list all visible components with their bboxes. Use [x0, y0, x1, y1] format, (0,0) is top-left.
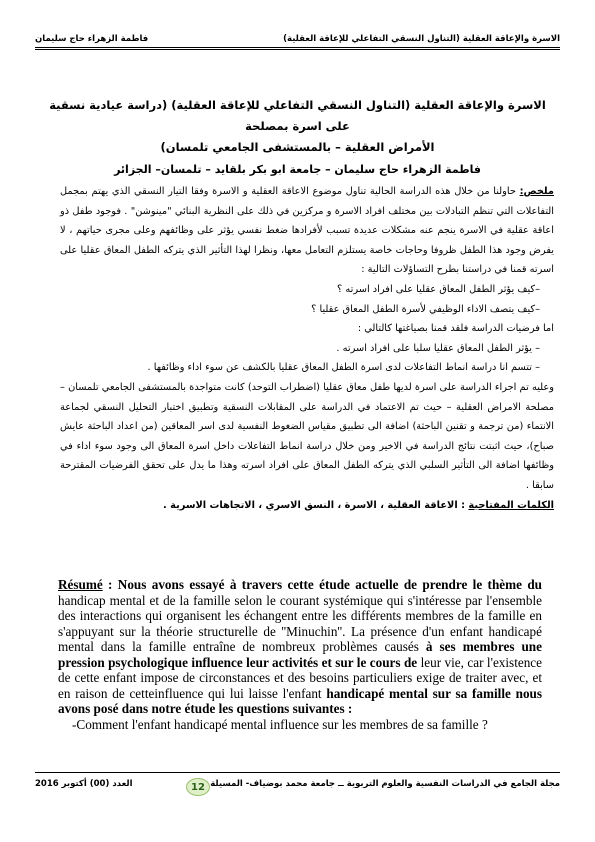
french-abstract-bold-3: handicapé mental sur sa famille nous avons posé dans notre étude les questions suivantes :: [58, 685, 543, 716]
issue-info: العدد (00) أكتوبر 2016: [35, 779, 133, 789]
arabic-question-2: –كيف يتصف الاداء الوظيفي لأسرة الطفل المعاق عقليا ؟: [311, 303, 540, 315]
resume-label: Résumé: [58, 577, 103, 592]
paper-title-line-2: الأمراض العقلية – بالمستشفى الجامعي تلمسان): [160, 140, 435, 154]
french-question-1: -Comment l'enfant handicapé mental influence sur les membres de sa famille ?: [72, 716, 488, 732]
page-number-badge: 12: [186, 778, 210, 796]
french-abstract-bold-2: à ses membres une pression psychologique influence leur activités et sur le cours de: [58, 639, 542, 670]
french-abstract-text-1: handicap mental et de la famille selon le courant systémique qui s'intéresse par l'ensemble des interactions qui organisent les échangent entre les différents membres de la famille en s'appuyant sur la théorie structurelle de ''Minuchin''. La présence d'un enfant handicapé mental dans la famille entraîne de nombreux problèmes causés: [58, 592, 542, 654]
arabic-abstract-paragraph-2: وعليه تم اجراء الدراسة على اسرة لديها طفل معاق عقليا (اضطراب التوحد) كانت متواجدة بالمستشفى الجامعي تلمسان – مصلحة الامراض العقلية – حيث تم الاعتماد في الدراسة على المقابلات النسقية وتطبيق اختبار التحليل النسقي لجماعة الانتماء (من ترجمة و تقنين الباحثة) اضافة الى تطبيق مقياس الضغوط النفسية لدى اسر المعاقين (من اعداد الباحثة عايش صباح)، حيث اثبتت نتائج الدراسة في الاخير ومن خلال دراسة انماط التفاعلات داخل اسرة المعاق الى وجود سوء اداء في وظائفها اضافة الى التأثير السلبي الذي يتركه الطفل المعاق على افراد اسرته وهذا ما يدل على تحقق الفرضيات المقترحة سابقا .: [60, 381, 554, 491]
keywords-label: الكلمات المفتاحية: [468, 499, 554, 511]
arabic-question-1: –كيف يؤثر الطفل المعاق عقليا على افراد اسرته ؟: [337, 283, 540, 295]
title-block: [40, 95, 555, 180]
page-footer: [35, 772, 560, 795]
arabic-hypothesis-1: – يؤثر الطفل المعاق عقليا سلبا على افراد اسرته .: [336, 342, 540, 354]
paper-title-line-1: الاسرة والإعاقة العقلية (التناول النسقي التفاعلي للإعاقة العقلية) (دراسة عيادية نسقية على اسرة بمصلحة: [49, 98, 546, 133]
french-abstract-lead: : Nous avons essayé à travers cette étude actuelle de prendre le thème du: [102, 577, 542, 592]
french-abstract: [58, 577, 542, 732]
arabic-abstract-paragraph-1: [60, 182, 554, 280]
arabic-keywords: [60, 496, 554, 516]
journal-name: مجلة الجامع في الدراسات النفسية والعلوم التربوية ــ جامعة محمد بوضياف- المسيلة: [210, 779, 560, 789]
arabic-hypothesis-2: – تتسم انا دراسة انماط التفاعلات لدى اسرة الطفل المعاق عقليا بالكشف عن سوء اداء وظائفها .: [147, 362, 540, 374]
running-header: [35, 34, 560, 50]
running-title: الاسرة والإعاقة العقلية (التناول النسقي التفاعلي للإعاقة العقلية): [283, 34, 560, 44]
arabic-hypotheses-intro: اما فرضيات الدراسة فلقد قمنا بصياغتها كالتالي :: [357, 323, 554, 335]
author-affiliation: فاطمة الزهراء حاج سليمان – جامعة ابو بكر بلقايد – تلمسان– الجزائر: [114, 163, 481, 176]
arabic-abstract-text-1: حاولنا من خلال هذه الدراسة الحالية تناول موضوع الاعاقة العقلية و الاسرة وفقا التيار النسقي الذي يهتم بمجمل التفاعلات التي تنظم التبادلات بين مختلف افراد الاسرة و مركزين في ذلك على النظرية البنائي "مينوشن" . فوجود طفل ذو اعاقة عقلية في الاسرة ينجم عنه مشكلات عديدة تسبب لأفرادها ضغط نفسي يؤثر على وظائفهم وعلى مجرى حياتهم ، لا يفرض وجود هذا الطفل ظروفا وحاجات خاصة يستلزم التعامل معها، ونظرا لهذا التأثير الذي يتركه الطفل المعاق عقليا على اسرته قمنا في دراستنا بطرح التساؤلات التالية :: [60, 186, 554, 276]
french-abstract-paragraph: [58, 577, 542, 717]
french-abstract-text-2: leur vie, car l'existence de cette enfant impose de circonstances et des besoins particuliers exige de traiter avec, et en raison de cetteinfluence qui lui laisse l'enfant: [58, 654, 543, 701]
arabic-abstract: [60, 182, 554, 515]
arabic-abstract-label: ملخص:: [519, 186, 554, 197]
header-author: فاطمة الزهراء حاج سليمان: [35, 34, 149, 44]
keywords-text: : الاعاقة العقلية ، الاسرة ، النسق الاسري ، الاتجاهات الاسرية .: [163, 499, 469, 511]
